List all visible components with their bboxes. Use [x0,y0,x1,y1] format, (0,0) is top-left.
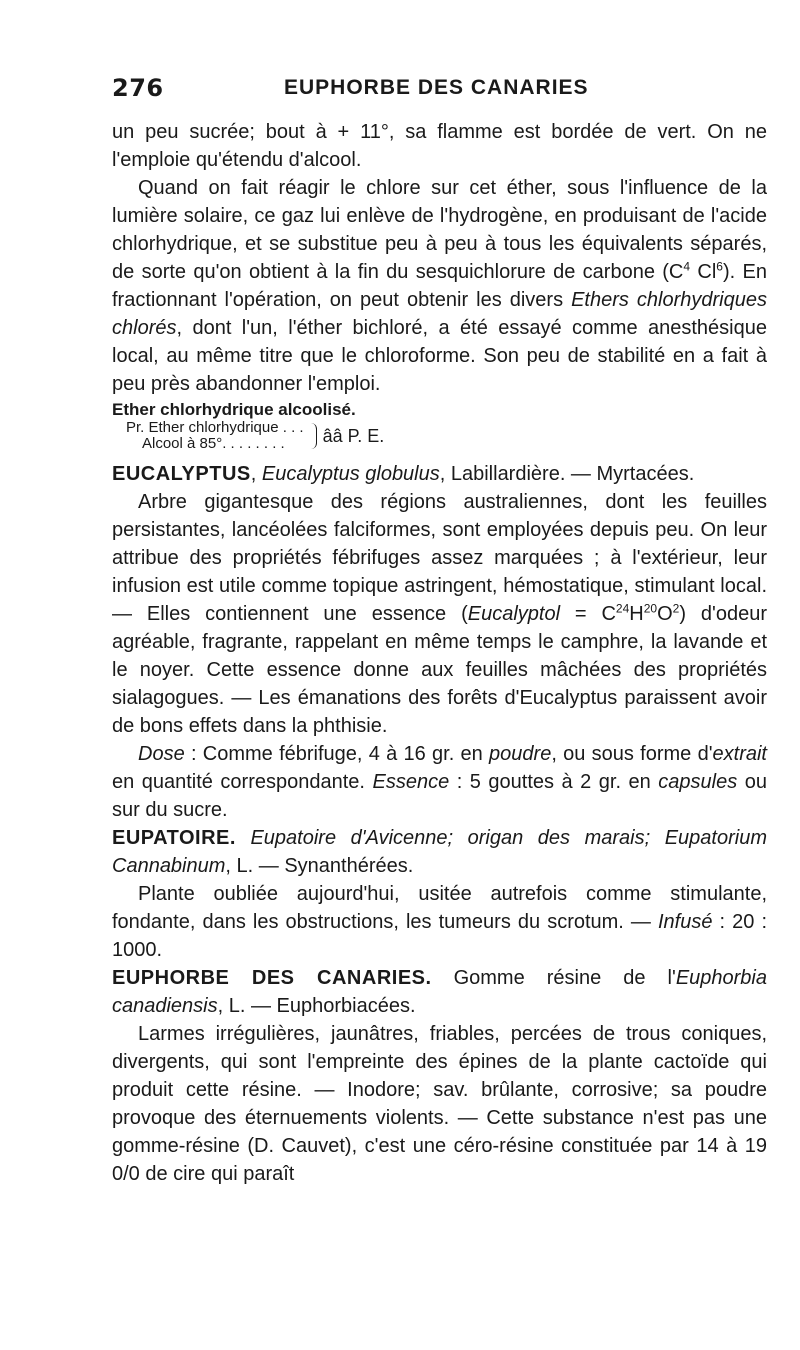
entry-title-eupatoire: EUPATOIRE. [112,827,236,849]
euphorbe-description: Larmes irrégulières, jaunâtres, friables, percées de trous coniques, divergents, qui sont l'empreinte des épines de la plante cactoïde qui produit cette résine. — Inodore; sav. brûlante, corrosive; sa poudre provoque des éternuements violents. — Cette substance n'est pas une gomme-résine (D. Cauvet), c'est une céro-résine constituée par 14 à 19 0/0 de cire qui paraît [112,1023,767,1185]
entry-title-euphorbe: EUPHORBE DES CANARIES. [112,967,432,989]
entry-euphorbe-heading: EUPHORBE DES CANARIES. Gomme résine de l'Euphorbia canadiensis, L. — Euphorbiacées. [112,967,767,1017]
formula-title: Ether chlorhydrique alcoolisé. [112,400,356,419]
formula-recipe [126,420,767,452]
formula-line-1: Pr. Ether chlorhydrique . . . [126,419,304,436]
entry-eucalyptus-heading: EUCALYPTUS, Eucalyptus globulus, Labillardière. — Myrtacées. [112,463,695,485]
eucalyptus-description: Arbre gigantesque des régions australiennes, dont les feuilles persistantes, lancéolées falciformes, sont employées depuis peu. On leur attribue des propriétés fébrifuges assez marquées ; à l'extérieur, leur infusion est utile comme topique astringent, hémostatique, stimulant local. — Elles contiennent une essence (Eucalyptol = $C^{24}H^{20}O^2$) d'odeur agréable, fragrante, rappelant en même temps le camphre, la lavande et le noyer. Cette essence donne aux feuilles mâchées des propriétés sialagogues. — Les émanations des forêts d'Eucalyptus paraissent avoir de bons effets dans la phthisie. [112,491,767,737]
brace-icon [310,423,317,449]
page-header [112,74,767,104]
formula-dose: ââ P. E. [322,426,385,446]
intro-paragraph-2: Quand on fait réagir le chlore sur cet éther, sous l'influence de la lumière solaire, ce gaz lui enlève de l'hydrogène, en produisant de l'acide chlorhydrique, et se substitue peu à peu à tous les équivalents séparés, de sorte qu'on obtient à la fin du sesquichlorure de carbone ($C^4$ Cl$^6$). En fractionnant l'opération, on peut obtenir les divers Ethers chlorhydriques chlorés, dont l'un, l'éther bichloré, a été essayé comme anesthésique local, au même titre que le chloroforme. Son peu de stabilité en a fait à peu près abandonner l'emploi. [112,177,767,395]
page-number: 276 [112,74,164,102]
formula-block [112,400,767,452]
entry-eupatoire-heading: EUPATOIRE. Eupatoire d'Avicenne; origan des marais; Eupatorium Cannabinum, L. — Synanthérées. [112,827,767,877]
entry-title-eucalyptus: EUCALYPTUS [112,463,251,485]
intro-paragraph-1: un peu sucrée; bout à + 11°, sa flamme est bordée de vert. On ne l'emploie qu'étendu d'alcool. [112,121,767,171]
eucalyptus-dose: Dose : Comme fébrifuge, 4 à 16 gr. en poudre, ou sous forme d'extrait en quantité correspondante. Essence : 5 gouttes à 2 gr. en capsules ou sur du sucre. [112,743,767,821]
running-title: EUPHORBE DES CANARIES [284,76,589,99]
eupatoire-description: Plante oubliée aujourd'hui, usitée autrefois comme stimulante, fondante, dans les obstructions, les tumeurs du scrotum. — Infusé : 20 : 1000. [112,883,767,961]
formula-line-2: Alcool à 85°. . . . . . . . [142,435,285,452]
page-body [112,118,767,1188]
